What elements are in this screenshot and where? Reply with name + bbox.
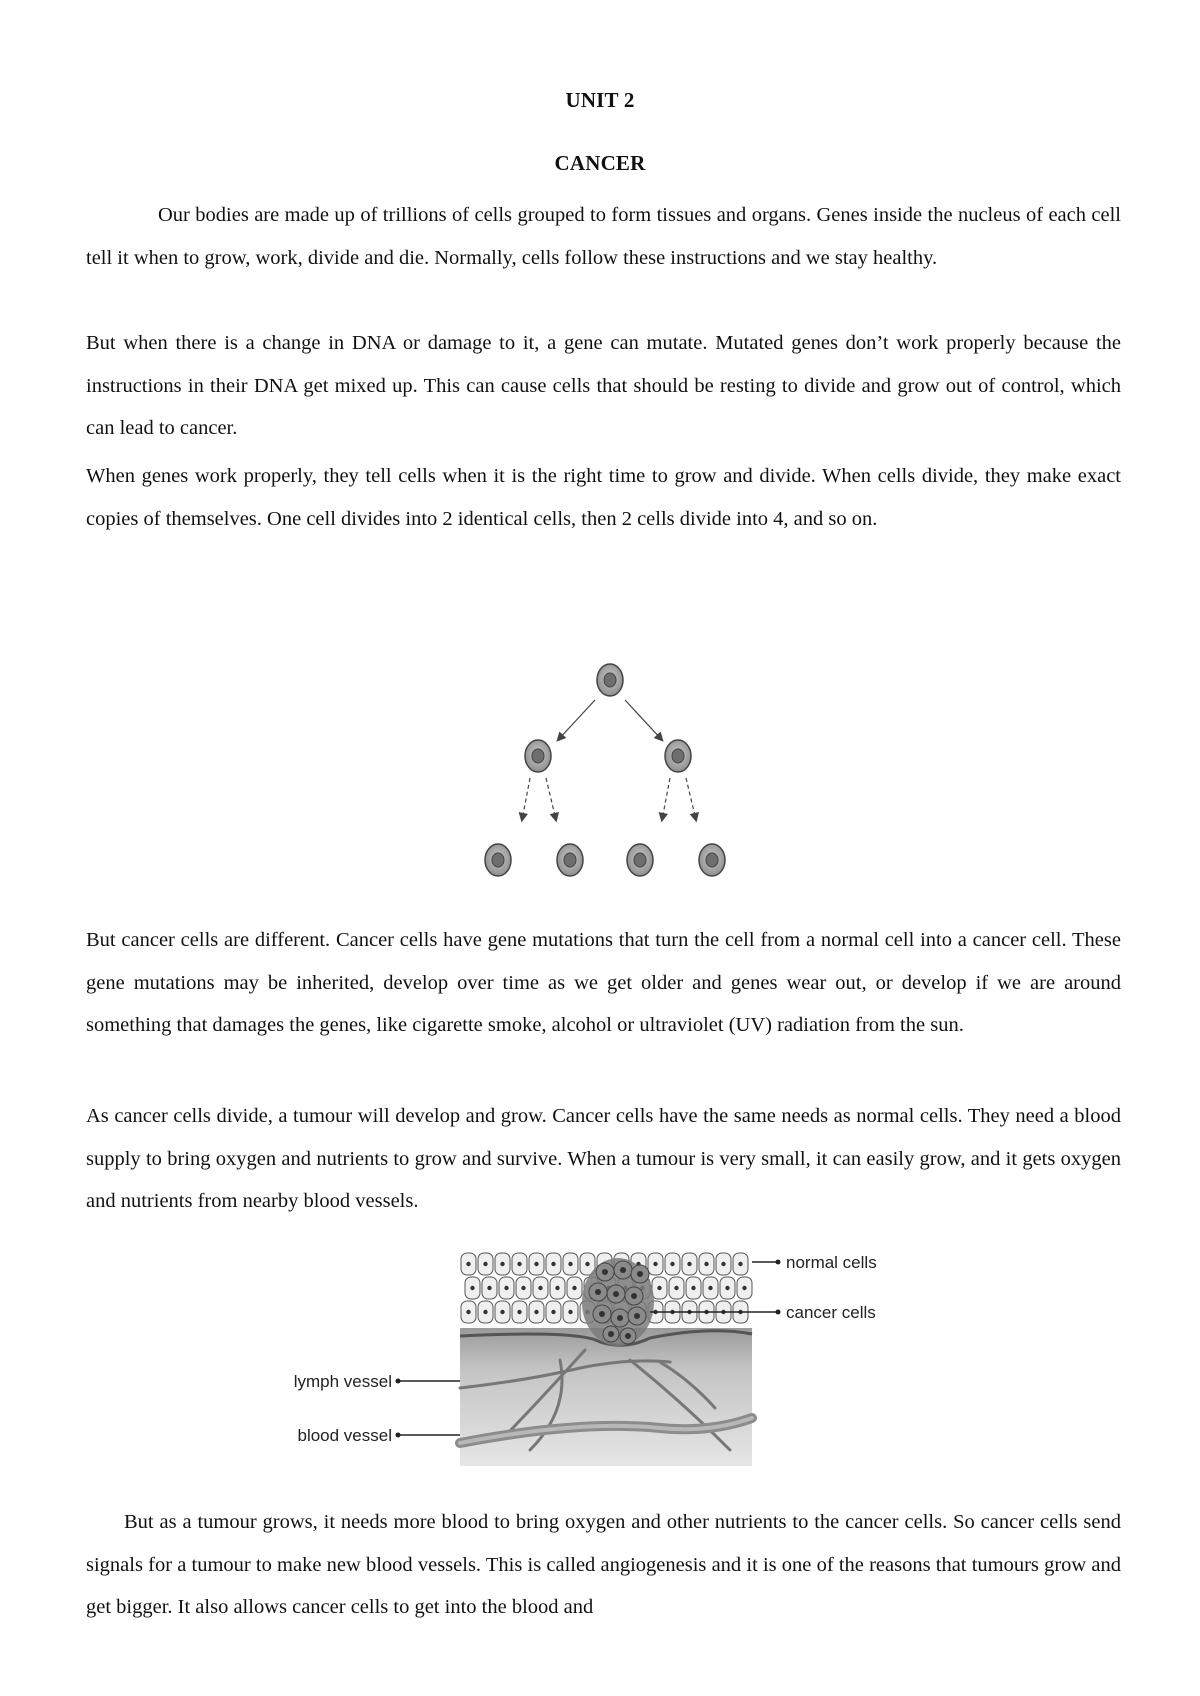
- tumour-tissue-diagram: [293, 1250, 890, 1470]
- cell-nucleus: [504, 1286, 508, 1290]
- lymph-vessel-label: lymph vessel: [293, 1372, 392, 1391]
- division-arrow: [558, 700, 595, 740]
- paragraph-3: When genes work properly, they tell cells when it is the right time to grow and divide. When cells divide, they make exact copies of themselves. One cell divides into 2 identical cells, then 2 cells divide into 4, and so on.: [86, 465, 1121, 530]
- cell-nucleus: [551, 1262, 555, 1266]
- division-arrow: [546, 778, 556, 820]
- cell-nucleus: [521, 1286, 525, 1290]
- cell-division-figure: [470, 648, 740, 888]
- cell-nucleus: [568, 1262, 572, 1266]
- cell-nucleus: [466, 1262, 470, 1266]
- cell-nucleus: [572, 1286, 576, 1290]
- daughter-cell-icon: [525, 740, 551, 772]
- cell-nucleus: [708, 1286, 712, 1290]
- cell-nucleus: [653, 1262, 657, 1266]
- parent-cell-icon: [597, 664, 623, 696]
- cell-nucleus: [534, 1262, 538, 1266]
- cell-nucleus: [466, 1310, 470, 1314]
- cell-nucleus: [721, 1262, 725, 1266]
- cell-nucleus: [670, 1262, 674, 1266]
- cell-nucleus: [725, 1286, 729, 1290]
- cell-nucleus: [738, 1262, 742, 1266]
- cell-nucleus: [517, 1262, 521, 1266]
- topic-heading: CANCER: [554, 151, 646, 175]
- cell-nucleus: [483, 1262, 487, 1266]
- cell-nucleus: [555, 1286, 559, 1290]
- paragraph-6: But as a tumour grows, it needs more blood to bring oxygen and other nutrients to the cancer cells. So cancer cells send signals for a tumour to make new blood vessels. This is called angiogenesis and it is one of the reasons that tumours grow and get bigger. It also allows cancer cells to get into the blood and: [86, 1511, 1121, 1618]
- cell-nucleus: [674, 1286, 678, 1290]
- cell-nucleus: [500, 1310, 504, 1314]
- cell-nucleus: [470, 1286, 474, 1290]
- cell-nucleus: [500, 1262, 504, 1266]
- cancer-cell-cluster: [582, 1258, 654, 1346]
- cell-nucleus: [534, 1310, 538, 1314]
- division-arrow: [625, 700, 662, 740]
- cell-nucleus: [487, 1286, 491, 1290]
- division-arrow: [686, 778, 696, 820]
- cell-nucleus: [657, 1286, 661, 1290]
- cell-nucleus: [742, 1286, 746, 1290]
- cell-nucleus: [517, 1310, 521, 1314]
- cell-nucleus: [551, 1310, 555, 1314]
- cell-nucleus: [585, 1262, 589, 1266]
- granddaughter-cell-icon: [557, 844, 583, 876]
- granddaughter-cell-icon: [699, 844, 725, 876]
- daughter-cell-icon: [665, 740, 691, 772]
- division-arrow: [662, 778, 670, 820]
- paragraph-5: As cancer cells divide, a tumour will develop and grow. Cancer cells have the same needs as normal cells. They need a blood supply to bring oxygen and nutrients to grow and survive. When a tumour is very small, it can easily grow, and it gets oxygen and nutrients from nearby blood vessels.: [86, 1105, 1121, 1212]
- blood-vessel-label: blood vessel: [297, 1426, 392, 1445]
- cell-nucleus: [691, 1286, 695, 1290]
- normal-cells-label: normal cells: [786, 1253, 877, 1272]
- paragraph-4: But cancer cells are different. Cancer cells have gene mutations that turn the cell from a normal cell into a cancer cell. These gene mutations may be inherited, develop over time as we get older and genes wear out, or develop if we are around something that damages the genes, like cigarette smoke, alcohol or ultraviolet (UV) radiation from the sun.: [86, 929, 1121, 1036]
- connective-tissue: [460, 1328, 752, 1466]
- cell-nucleus: [687, 1262, 691, 1266]
- paragraph-2: But when there is a change in DNA or damage to it, a gene can mutate. Mutated genes don’t work properly because the instructions in their DNA get mixed up. This can cause cells that should be resting to divide and grow out of control, which can lead to cancer.: [86, 332, 1121, 439]
- unit-heading: UNIT 2: [565, 88, 635, 112]
- division-arrow: [522, 778, 530, 820]
- cell-nucleus: [538, 1286, 542, 1290]
- granddaughter-cell-icon: [485, 844, 511, 876]
- cancer-cells-label: cancer cells: [786, 1303, 876, 1322]
- paragraph-1: Our bodies are made up of trillions of cells grouped to form tissues and organs. Genes inside the nucleus of each cell tell it when to grow, work, divide and die. Normally, cells follow these instructions and we stay healthy.: [86, 204, 1121, 269]
- cell-nucleus: [483, 1310, 487, 1314]
- cell-nucleus: [568, 1310, 572, 1314]
- cell-nucleus: [704, 1262, 708, 1266]
- granddaughter-cell-icon: [627, 844, 653, 876]
